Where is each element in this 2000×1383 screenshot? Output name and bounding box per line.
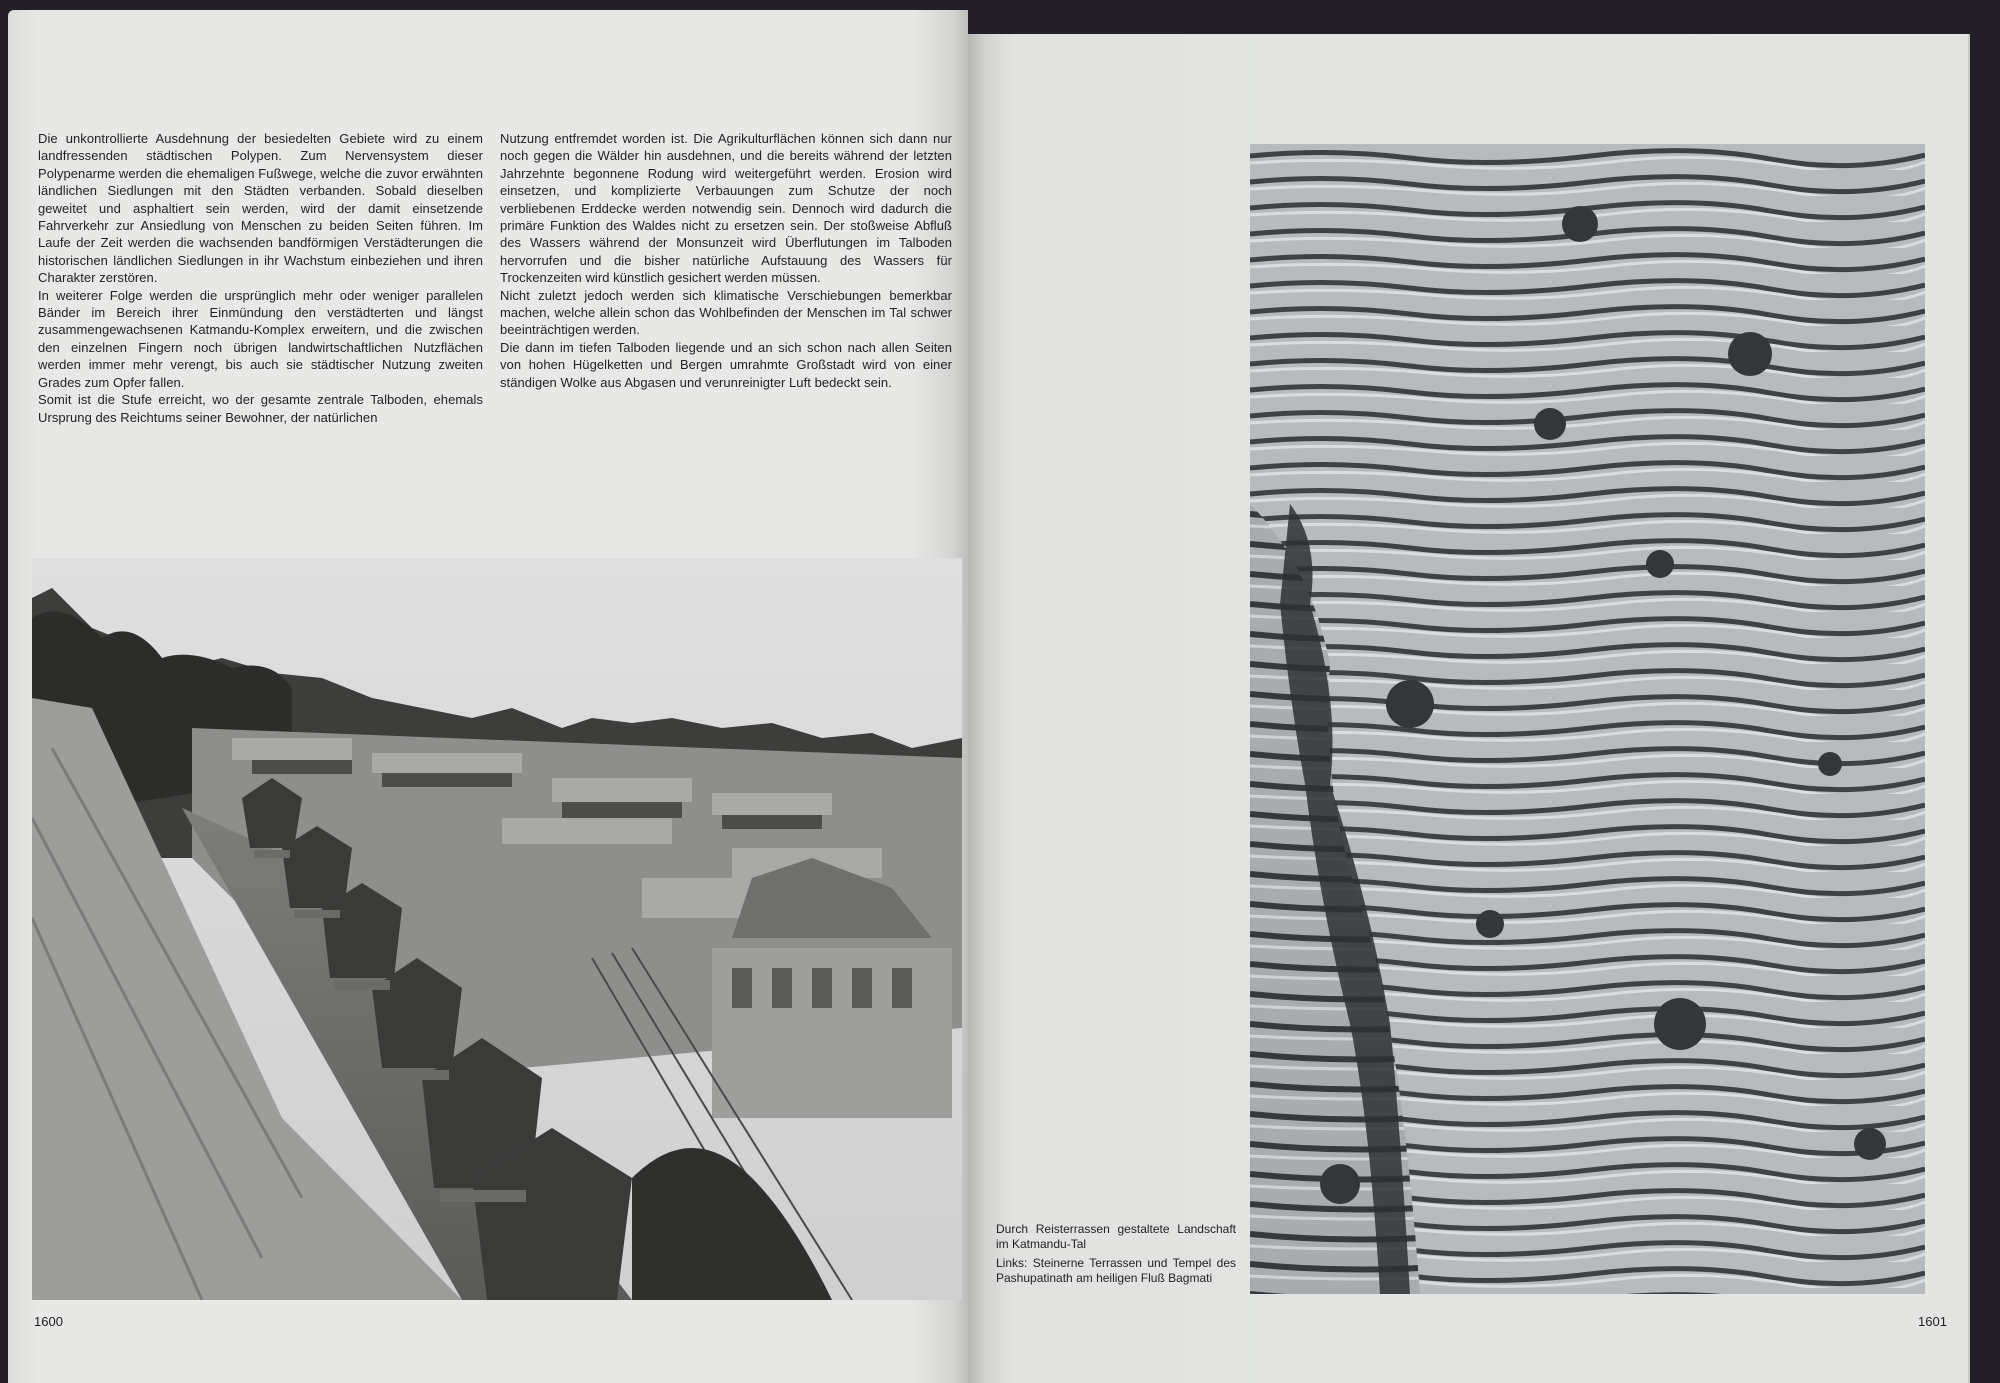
terrace-photo (1250, 144, 1925, 1294)
paragraph: Die dann im tiefen Talboden liegende und an sich schon nach allen Seiten von hohen Hügelketten und Bergen umrahmte Großstadt wird von einer ständigen Wolke aus Abgasen und verunreinigter Luft bedeckt sein. (500, 339, 952, 390)
paragraph: Somit ist die Stufe erreicht, wo der gesamte zentrale Talboden, ehemals Ursprung des Reichtums seiner Bewohner, der natürlichen (38, 392, 483, 425)
paragraph: In weiterer Folge werden die ursprünglich mehr oder weniger parallelen Bänder im Bereich ihrer Einmündung den verstädterten und längst zusammengewachsenen Katmandu-Komplex erweitern, und die zwischen den einzelnen Fingern noch übrigen landwirtschaftlichen Nutzflächen werden immer mehr verengt, bis auch sie städtischer Nutzung zweiten Grades zum Opfer fallen. (38, 287, 483, 390)
temple-photo-drawing (32, 558, 962, 1300)
text-column-1 (38, 130, 483, 426)
terrace-photo-drawing (1250, 144, 1925, 1294)
paragraph: Nutzung entfremdet worden ist. Die Agrikulturflächen können sich dann nur noch gegen die Wälder hin ausdehnen, und die bereits während der letzten Jahrzehnte begonnene Rodung wird weitergeführt werden. Erosion wird einsetzen, und komplizierte Verbauungen zum Schutze der noch verbliebenen Erddecke werden notwendig sein. Dennoch wird dadurch die primäre Funktion des Waldes nicht zu ersetzen sein. Der stoßweise Abfluß des Wassers während der Monsunzeit wird Überflutungen im Talboden hervorrufen und die bisher natürliche Aufstauung des Wassers für Trockenzeiten wird künstlich gesichert werden müssen. (500, 131, 952, 286)
page-number-right: 1601 (1918, 1314, 1947, 1329)
caption-temple: Links: Steinerne Terrassen und Tempel des Pashupatinath am heiligen Fluß Bagmati (996, 1256, 1236, 1285)
caption-terraces: Durch Reisterrassen gestaltete Landschaft im Katmandu-Tal (996, 1222, 1236, 1251)
text-column-2 (500, 130, 952, 391)
paragraph: Die unkontrollierte Ausdehnung der besiedelten Gebiete wird zu einem landfressenden städtischen Polypen. Zum Nervensystem dieser Polypenarme werden die ehemaligen Fußwege, welche die zuvor erwähnten ländlichen Siedlungen mit den Städten verbanden. Sobald dieselben geweitet und asphaltiert sein werden, wird der damit einsetzende Fahrverkehr zur Ansiedlung von Menschen zu beiden Seiten führen. Im Laufe der Zeit werden die wachsenden bandförmigen Verstädterungen die historischen ländlichen Siedlungen in ihr Wachstum einbeziehen und ihren Charakter zerstören. (38, 131, 483, 286)
temple-photo (32, 558, 962, 1300)
page-number-left: 1600 (34, 1314, 63, 1329)
paragraph: Nicht zuletzt jedoch werden sich klimatische Verschiebungen bemerkbar machen, welche allein schon das Wohlbefinden der Menschen im Tal schwer beeinträchtigen werden. (500, 287, 952, 338)
